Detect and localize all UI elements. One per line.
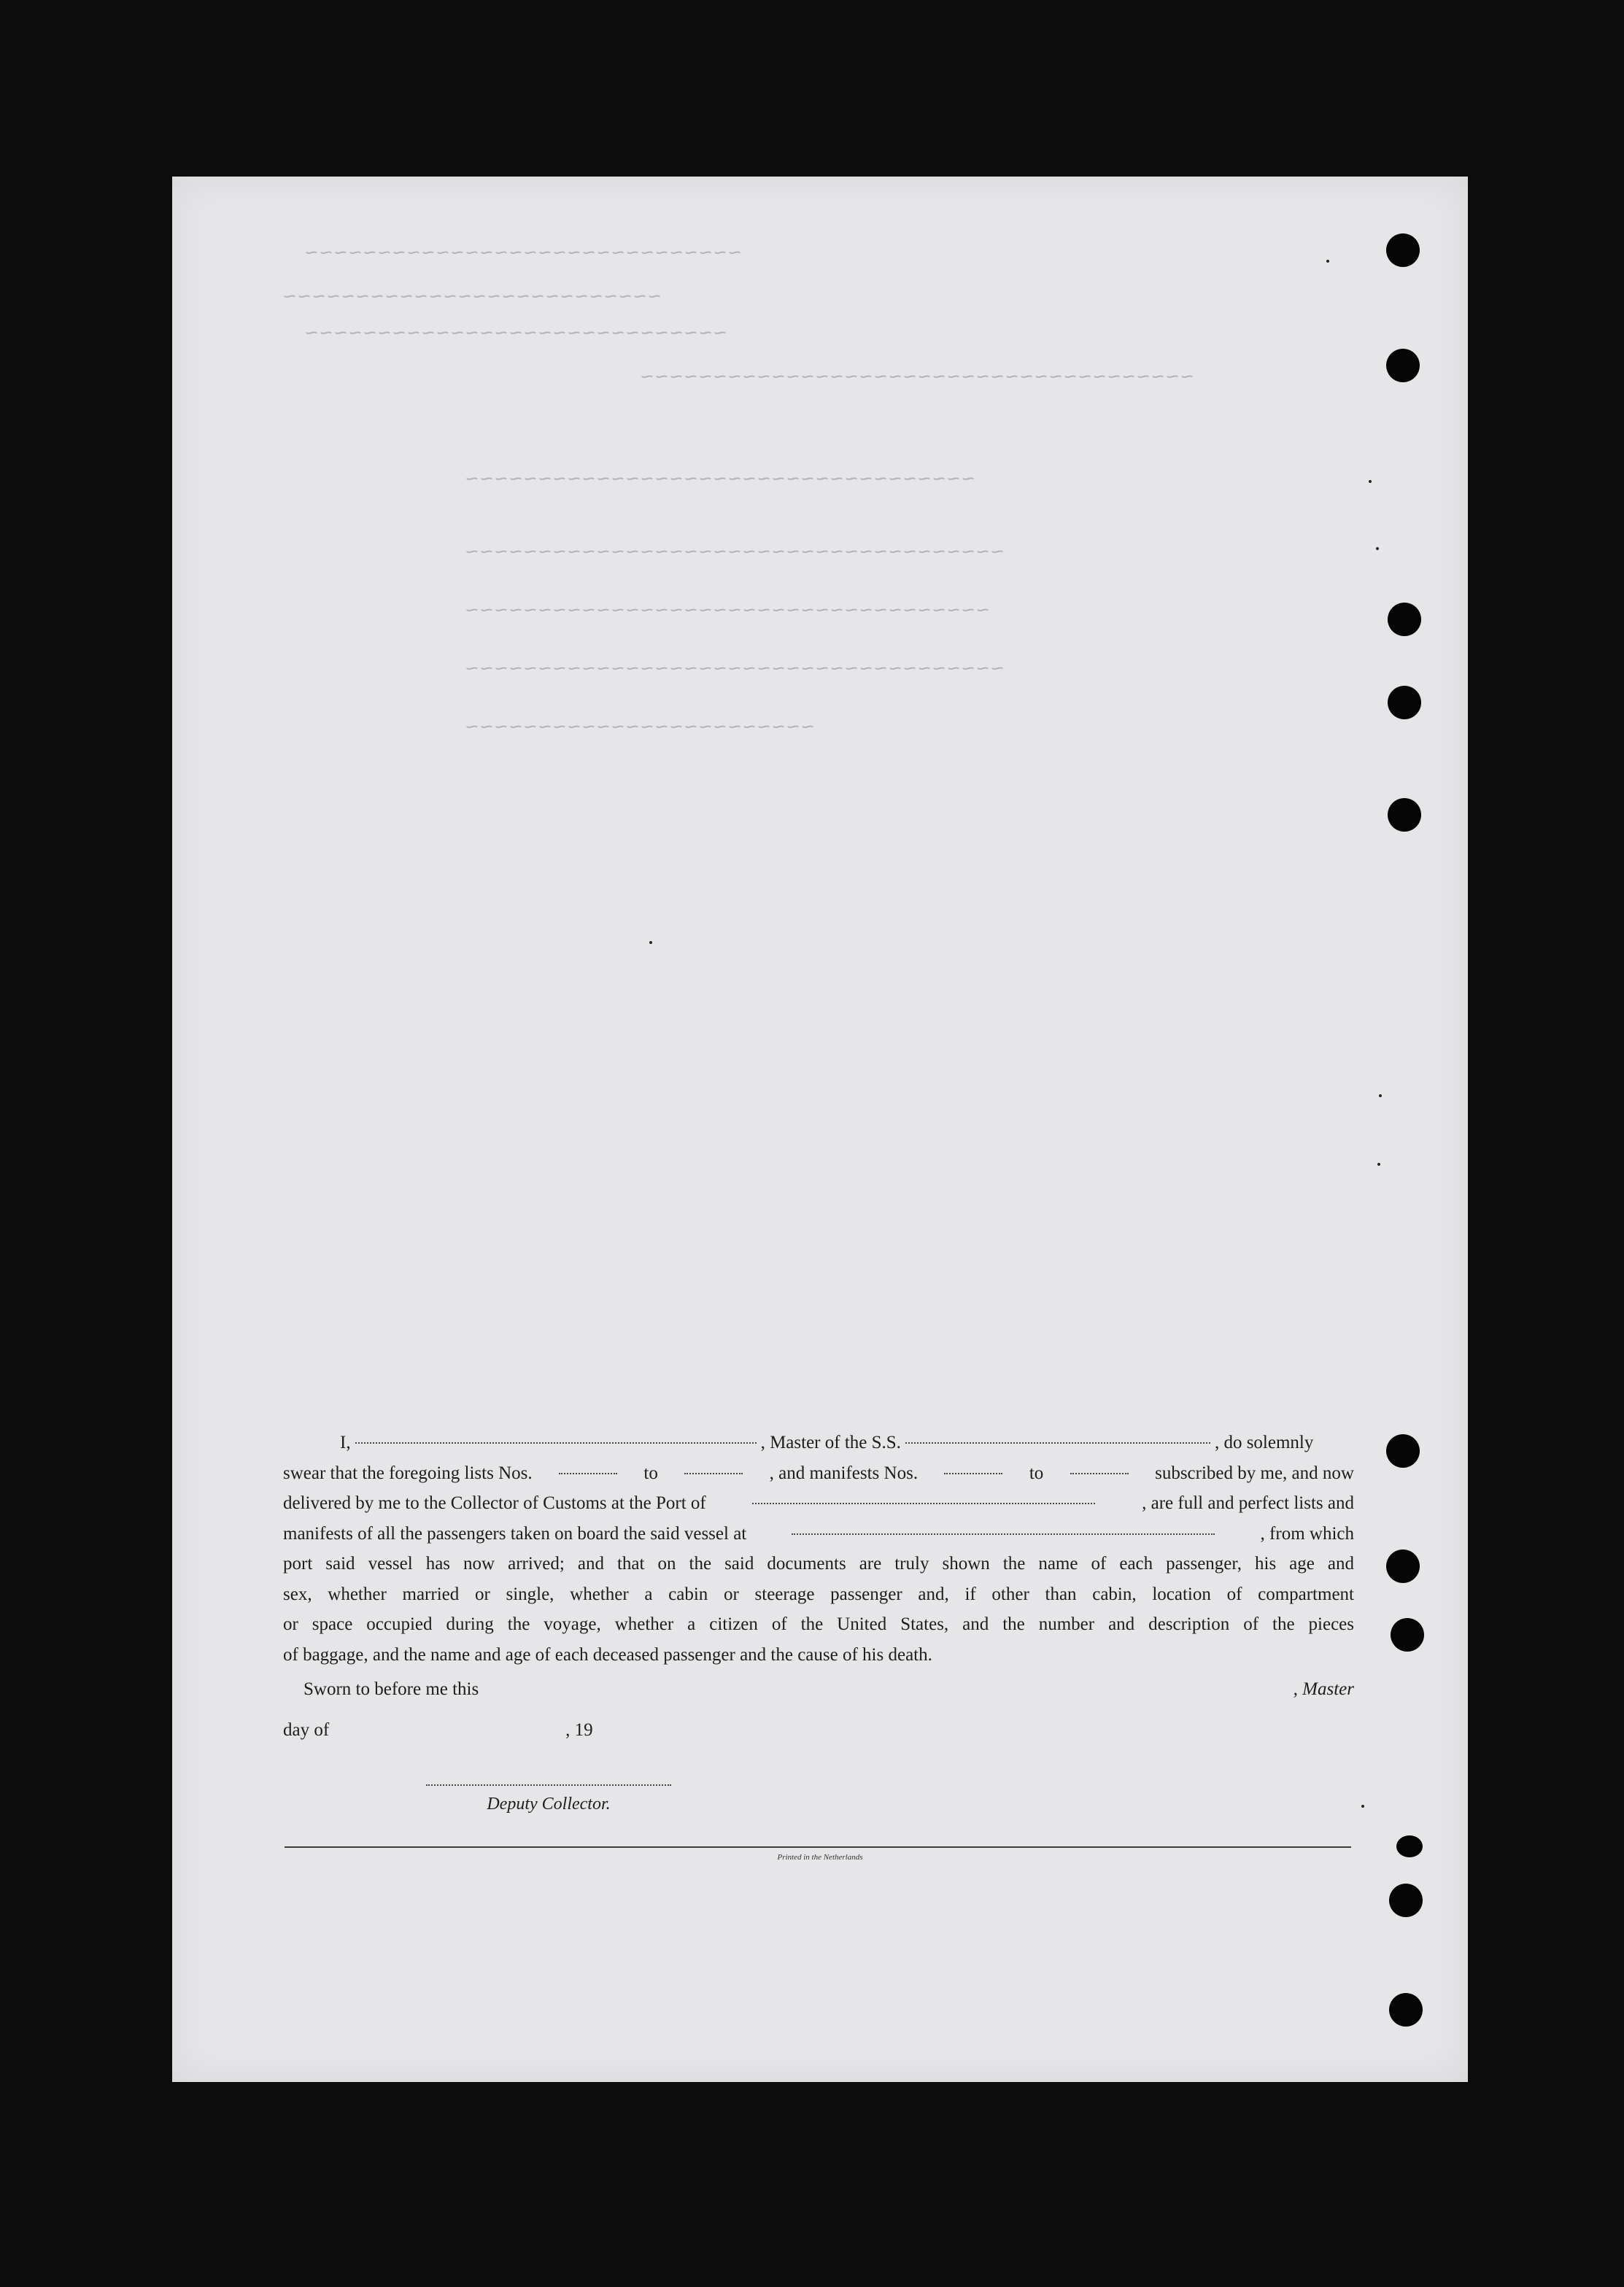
- oath-text: , Master of the S.S.: [760, 1433, 901, 1452]
- manifest-from-field[interactable]: [944, 1472, 1002, 1474]
- oath-text: , from which: [1260, 1523, 1354, 1544]
- master-label: , Master: [1293, 1679, 1354, 1699]
- list-from-field[interactable]: [559, 1472, 617, 1474]
- oath-line-7: or space occupied during the voyage, whether a citizen of the United States, and the number and description of the pieces: [283, 1614, 1354, 1634]
- day-of-text: day of: [283, 1720, 330, 1740]
- sworn-block: [283, 1679, 1354, 1761]
- ship-name-field[interactable]: [905, 1442, 1210, 1444]
- year-prefix-text: , 19: [565, 1720, 593, 1740]
- printer-imprint: Printed in the Netherlands: [777, 1853, 863, 1862]
- oath-line-1: [283, 1428, 1354, 1458]
- deputy-collector-label: Deputy Collector.: [487, 1795, 611, 1814]
- oath-line-2: [283, 1458, 1354, 1489]
- oath-line-4: [283, 1519, 1354, 1549]
- oath-text: manifests of all the passengers taken on board the said vessel at: [283, 1523, 747, 1544]
- oath-line-6: sex, whether married or single, whether a cabin or steerage passenger and, if other than cabin, location of compartment: [283, 1584, 1354, 1604]
- oath-text: swear that the foregoing lists Nos.: [283, 1463, 533, 1483]
- oath-text: , and manifests Nos.: [769, 1463, 919, 1483]
- oath-line-5: port said vessel has now arrived; and that on the said documents are truly shown the name of each passenger, his age and: [283, 1554, 1354, 1574]
- master-oath-paragraph: [283, 1428, 1354, 1670]
- oath-line-3: [283, 1488, 1354, 1519]
- footer-rule: [285, 1846, 1351, 1848]
- oath-text: I,: [340, 1433, 351, 1452]
- sworn-text: Sworn to before me this: [303, 1679, 479, 1699]
- sworn-row: [283, 1679, 1354, 1720]
- port-field[interactable]: [752, 1502, 1095, 1504]
- document-page: [172, 177, 1468, 2082]
- day-row: [283, 1720, 1354, 1761]
- departure-port-field[interactable]: [792, 1533, 1215, 1535]
- oath-text: subscribed by me, and now: [1155, 1463, 1354, 1483]
- master-name-field[interactable]: [355, 1442, 757, 1444]
- oath-text: , are full and perfect lists and: [1142, 1493, 1354, 1513]
- list-to-field[interactable]: [684, 1472, 743, 1474]
- deputy-collector-signature-field[interactable]: [426, 1784, 671, 1786]
- bleed-through-texture: ~~~~~~~~~~~~~~~~~~~~~~~~~~~~~~ ~~~~~~~~~~~~~~~~~~~~~~~~~~ ~~~~~~~~~~~~~~~~~~~~~~~~~~~~~ ~~~~~~~~~~~~~~~~~~~~~~~~~~~~~~~~~~~~~~ ~~~~~~~~~~~~~~~~~~~~~~~~~~~~~~~~~~~ ~~~~~~~~~~~~~~~~~~~~~~~~~~~~~~~~~~~~~ ~~~~~~~~~~~~~~~~~~~~~~~~~~~~~~~~~~~~ ~~~~~~~~~~~~~~~~~~~~~~~~~~~~~~~~~~~~~ ~~~~~~~~~~~~~~~~~~~~~~~~: [282, 242, 1194, 741]
- manifest-to-field[interactable]: [1070, 1472, 1129, 1474]
- oath-text: delivered by me to the Collector of Customs at the Port of: [283, 1493, 706, 1513]
- oath-text: to: [1029, 1463, 1044, 1483]
- oath-line-8: of baggage, and the name and age of each deceased passenger and the cause of his death.: [283, 1644, 932, 1665]
- oath-text: , do solemnly: [1214, 1433, 1314, 1452]
- oath-text: to: [643, 1463, 658, 1483]
